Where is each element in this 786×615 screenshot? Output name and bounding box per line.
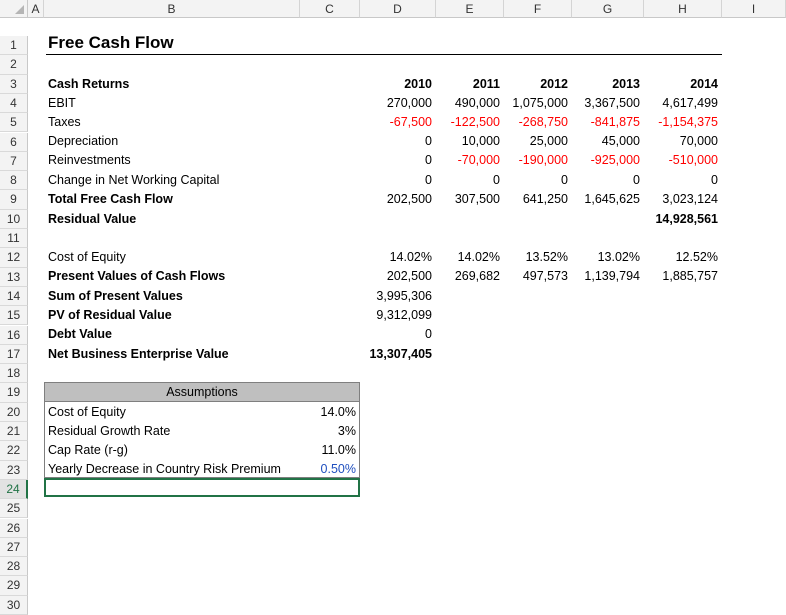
- depreciation-2014[interactable]: 70,000: [679, 134, 718, 148]
- year-header-2013[interactable]: 2013: [612, 77, 640, 91]
- row-header[interactable]: 29: [0, 576, 28, 595]
- assumption-growth-rate-value[interactable]: 3%: [337, 424, 356, 438]
- ebit-label[interactable]: EBIT: [48, 96, 76, 110]
- nbev-label[interactable]: Net Business Enterprise Value: [48, 347, 229, 361]
- row-header[interactable]: 5: [0, 113, 28, 132]
- column-header-h[interactable]: H: [644, 0, 722, 18]
- column-header-e[interactable]: E: [436, 0, 504, 18]
- nwc-change-2011[interactable]: 0: [493, 173, 500, 187]
- taxes-2010[interactable]: -67,500: [389, 115, 432, 129]
- taxes-2014[interactable]: -1,154,375: [658, 115, 718, 129]
- present-value-2014[interactable]: 1,885,757: [662, 269, 718, 283]
- cost-of-equity-2012[interactable]: 13.52%: [525, 250, 568, 264]
- select-all-corner[interactable]: [0, 0, 28, 18]
- assumption-cost-of-equity-label[interactable]: Cost of Equity: [48, 405, 126, 419]
- sum-pv-label[interactable]: Sum of Present Values: [48, 289, 183, 303]
- cost-of-equity-2014[interactable]: 12.52%: [675, 250, 718, 264]
- taxes-2011[interactable]: -122,500: [450, 115, 500, 129]
- taxes-2013[interactable]: -841,875: [590, 115, 640, 129]
- ebit-2012[interactable]: 1,075,000: [512, 96, 568, 110]
- column-header-g[interactable]: G: [572, 0, 644, 18]
- row-header[interactable]: 15: [0, 306, 28, 325]
- nwc-change-2013[interactable]: 0: [633, 173, 640, 187]
- present-value-2010[interactable]: 202,500: [386, 269, 432, 283]
- column-header-d[interactable]: D: [360, 0, 436, 18]
- total-fcf-2014[interactable]: 3,023,124: [662, 192, 718, 206]
- row-header[interactable]: 2: [0, 55, 28, 74]
- taxes-2012[interactable]: -268,750: [518, 115, 568, 129]
- assumption-risk-premium-label[interactable]: Yearly Decrease in Country Risk Premium: [48, 462, 281, 476]
- depreciation-2011[interactable]: 10,000: [461, 134, 500, 148]
- title-underline: [46, 54, 722, 55]
- column-header-a[interactable]: A: [28, 0, 44, 18]
- year-header-2012[interactable]: 2012: [540, 77, 568, 91]
- assumptions-header[interactable]: Assumptions: [166, 385, 238, 399]
- row-header[interactable]: 22: [0, 441, 28, 460]
- pv-residual-value[interactable]: 9,312,099: [376, 308, 432, 322]
- total-fcf-2013[interactable]: 1,645,625: [584, 192, 640, 206]
- depreciation-label[interactable]: Depreciation: [48, 134, 119, 148]
- column-header-b[interactable]: B: [44, 0, 300, 18]
- reinvestments-2012[interactable]: -190,000: [518, 153, 568, 167]
- row-header[interactable]: 11: [0, 229, 28, 248]
- total-fcf-2011[interactable]: 307,500: [454, 192, 500, 206]
- sum-pv-value[interactable]: 3,995,306: [376, 289, 432, 303]
- total-fcf-2010[interactable]: 202,500: [386, 192, 432, 206]
- sheet-title[interactable]: Free Cash Flow: [48, 33, 174, 52]
- row-header[interactable]: 3: [0, 75, 28, 94]
- pv-residual-label[interactable]: PV of Residual Value: [48, 308, 172, 322]
- assumption-risk-premium-value[interactable]: 0.50%: [320, 462, 356, 476]
- year-header-2010[interactable]: 2010: [404, 77, 432, 91]
- row-header[interactable]: 16: [0, 326, 28, 345]
- active-cell-selection[interactable]: [44, 478, 360, 497]
- row-header[interactable]: 9: [0, 190, 28, 209]
- cost-of-equity-2010[interactable]: 14.02%: [389, 250, 432, 264]
- row-header[interactable]: 12: [0, 248, 28, 267]
- row-header[interactable]: 7: [0, 152, 28, 171]
- row-header-active[interactable]: 24: [0, 480, 28, 499]
- row-header[interactable]: 20: [0, 403, 28, 422]
- row-header[interactable]: 17: [0, 345, 28, 364]
- nwc-change-label[interactable]: Change in Net Working Capital: [48, 173, 220, 187]
- reinvestments-2013[interactable]: -925,000: [590, 153, 640, 167]
- nbev-value[interactable]: 13,307,405: [369, 347, 432, 361]
- row-header[interactable]: 8: [0, 171, 28, 190]
- taxes-label[interactable]: Taxes: [48, 115, 81, 129]
- depreciation-2010[interactable]: 0: [425, 134, 432, 148]
- present-value-2013[interactable]: 1,139,794: [584, 269, 640, 283]
- row-header[interactable]: 19: [0, 383, 28, 402]
- depreciation-2012[interactable]: 25,000: [529, 134, 568, 148]
- assumption-cap-rate-label[interactable]: Cap Rate (r-g): [48, 443, 128, 457]
- nwc-change-2014[interactable]: 0: [711, 173, 718, 187]
- row-header[interactable]: 28: [0, 557, 28, 576]
- row-header[interactable]: 10: [0, 210, 28, 229]
- ebit-2013[interactable]: 3,367,500: [584, 96, 640, 110]
- ebit-2010[interactable]: 270,000: [386, 96, 432, 110]
- row-header[interactable]: 4: [0, 94, 28, 113]
- cost-of-equity-2011[interactable]: 14.02%: [457, 250, 500, 264]
- reinvestments-2014[interactable]: -510,000: [668, 153, 718, 167]
- depreciation-2013[interactable]: 45,000: [601, 134, 640, 148]
- residual-value-2014[interactable]: 14,928,561: [655, 212, 718, 226]
- cost-of-equity-label[interactable]: Cost of Equity: [48, 250, 126, 264]
- assumption-cap-rate-value[interactable]: 11.0%: [321, 443, 356, 457]
- present-values-label[interactable]: Present Values of Cash Flows: [48, 269, 226, 283]
- cost-of-equity-2013[interactable]: 13.02%: [597, 250, 640, 264]
- column-header-f[interactable]: F: [504, 0, 572, 18]
- total-fcf-label[interactable]: Total Free Cash Flow: [48, 192, 173, 206]
- assumption-growth-rate-label[interactable]: Residual Growth Rate: [48, 424, 171, 438]
- row-header[interactable]: 14: [0, 287, 28, 306]
- assumption-cost-of-equity-value[interactable]: 14.0%: [320, 405, 356, 419]
- reinvestments-label[interactable]: Reinvestments: [48, 153, 131, 167]
- residual-value-label[interactable]: Residual Value: [48, 212, 137, 226]
- present-value-2011[interactable]: 269,682: [454, 269, 500, 283]
- year-header-2011[interactable]: 2011: [472, 77, 500, 91]
- debt-value-label[interactable]: Debt Value: [48, 327, 112, 341]
- row-header[interactable]: 13: [0, 268, 28, 287]
- year-header-2014[interactable]: 2014: [690, 77, 718, 91]
- reinvestments-2010[interactable]: 0: [425, 153, 432, 167]
- reinvestments-2011[interactable]: -70,000: [457, 153, 500, 167]
- row-header[interactable]: 27: [0, 538, 28, 557]
- ebit-2014[interactable]: 4,617,499: [662, 96, 718, 110]
- column-header-i[interactable]: I: [722, 0, 786, 18]
- row-header[interactable]: 30: [0, 596, 28, 615]
- nwc-change-2010[interactable]: 0: [425, 173, 432, 187]
- debt-value[interactable]: 0: [425, 327, 432, 341]
- row-header[interactable]: 18: [0, 364, 28, 383]
- row-header[interactable]: 23: [0, 461, 28, 480]
- row-header[interactable]: 6: [0, 133, 28, 152]
- row-header[interactable]: 26: [0, 519, 28, 538]
- row-header[interactable]: 21: [0, 422, 28, 441]
- row-header[interactable]: 25: [0, 499, 28, 518]
- ebit-2011[interactable]: 490,000: [454, 96, 500, 110]
- nwc-change-2012[interactable]: 0: [561, 173, 568, 187]
- column-header-c[interactable]: C: [300, 0, 360, 18]
- total-fcf-2012[interactable]: 641,250: [522, 192, 568, 206]
- row-header[interactable]: 1: [0, 36, 28, 55]
- present-value-2012[interactable]: 497,573: [522, 269, 568, 283]
- cash-returns-label[interactable]: Cash Returns: [48, 77, 130, 91]
